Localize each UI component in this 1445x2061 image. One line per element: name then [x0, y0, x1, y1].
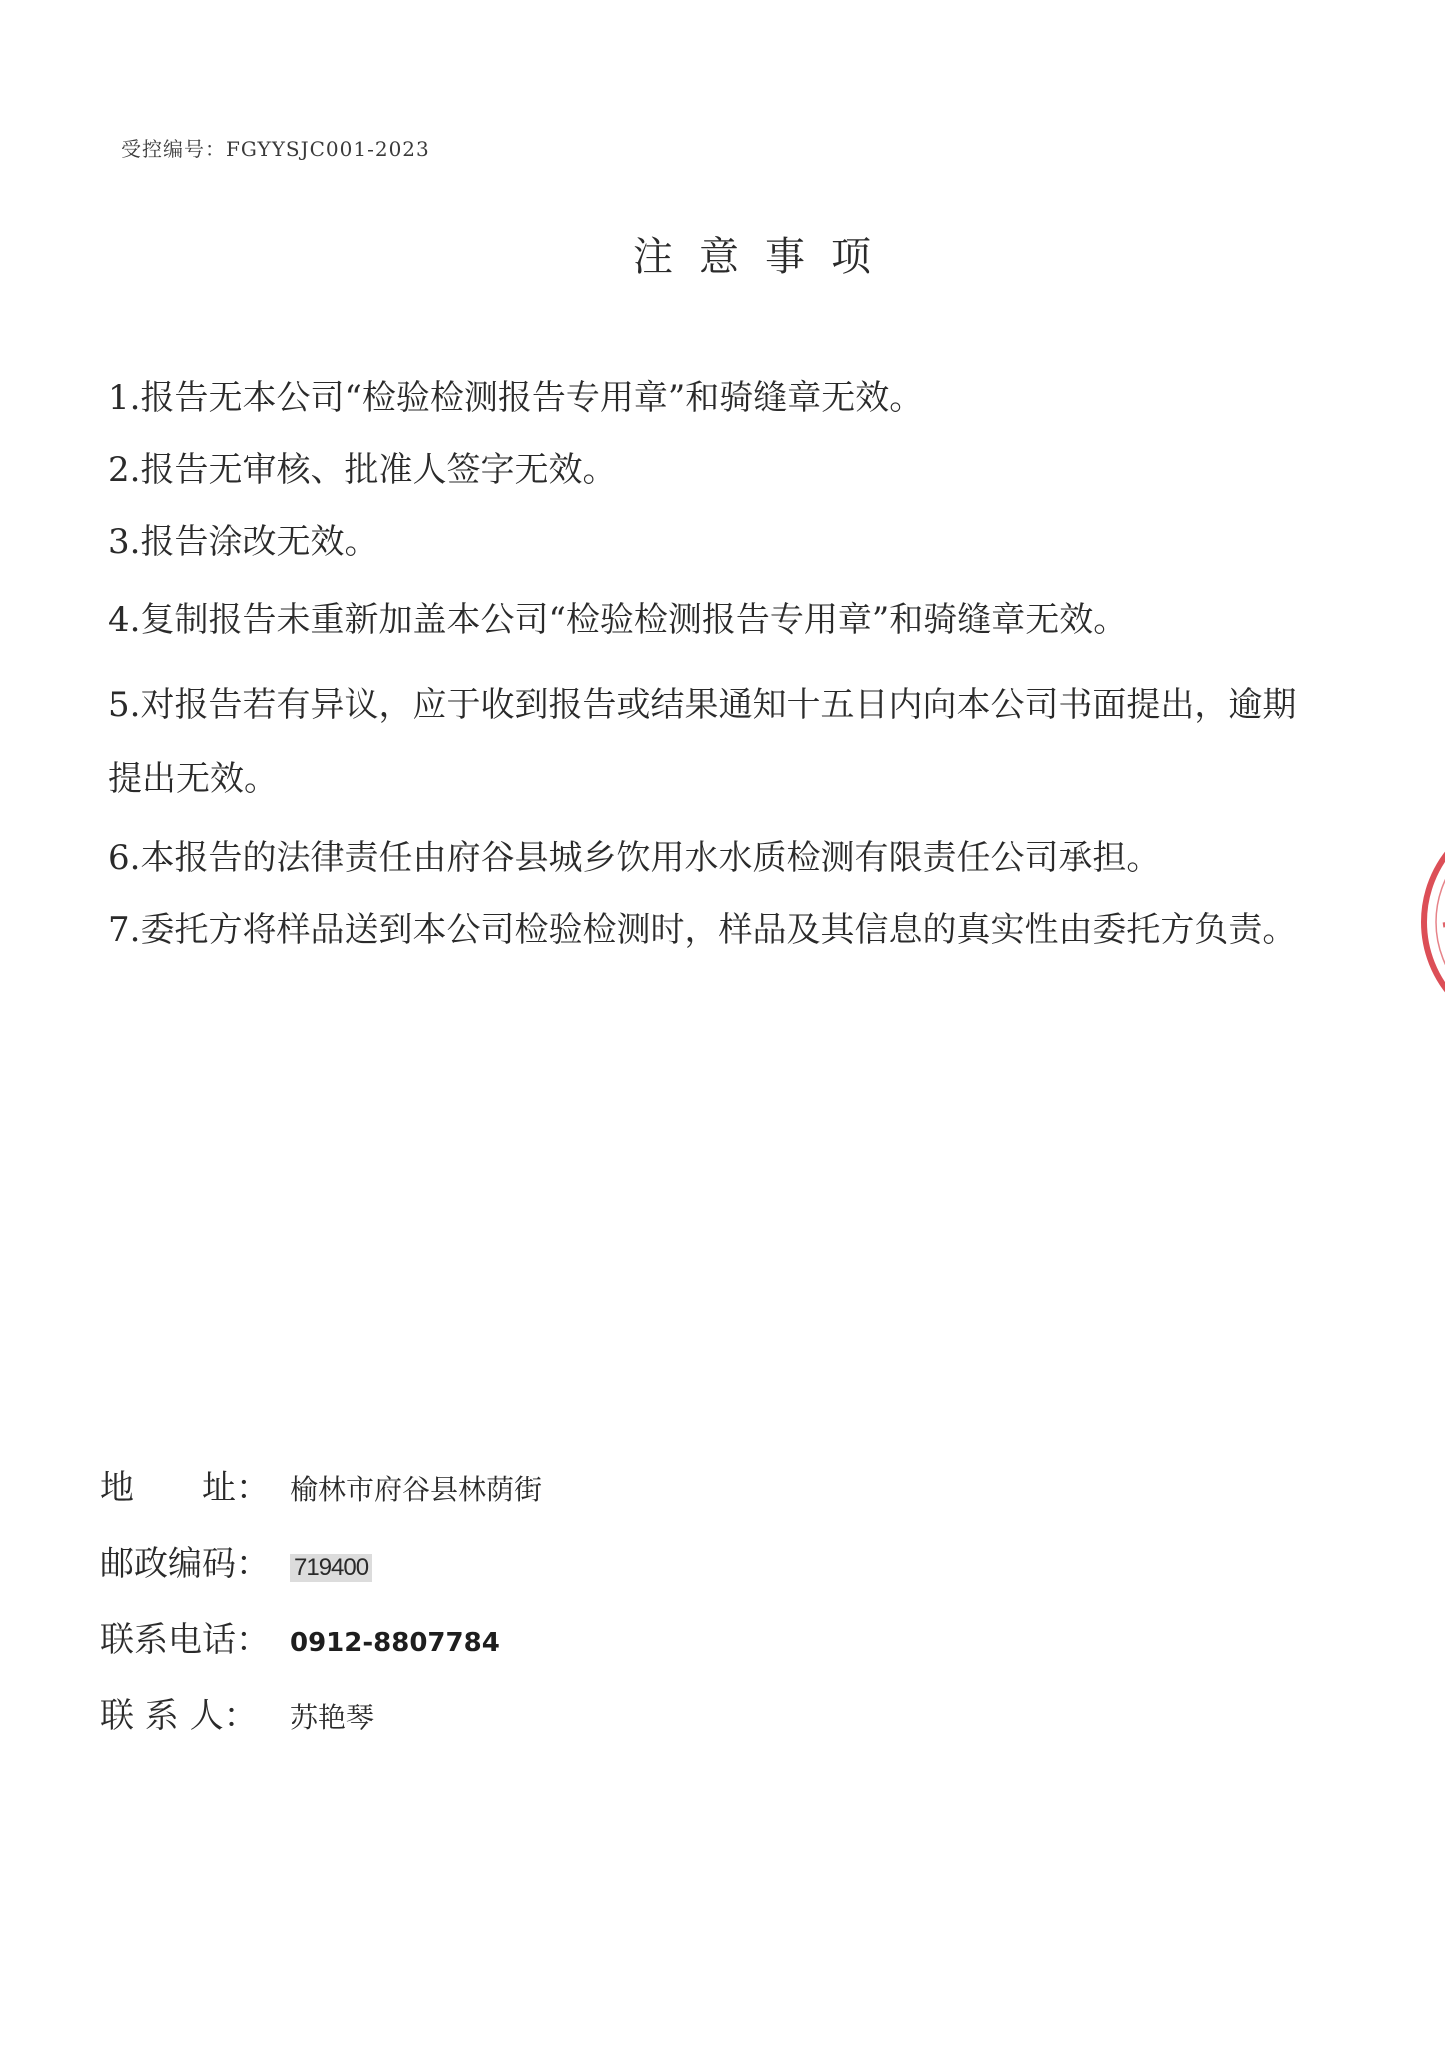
notice-item: 6.本报告的法律责任由府谷县城乡饮用水水质检测有限责任公司承担。	[108, 838, 1161, 878]
postal-label: 邮政编码：	[100, 1544, 270, 1584]
notice-item: 3.报告涂改无效。	[108, 522, 379, 562]
address-label: 地 址：	[100, 1468, 270, 1508]
notice-item: 1.报告无本公司“检验检测报告专用章”和骑缝章无效。	[108, 378, 924, 418]
person-label: 联 系 人：	[100, 1696, 258, 1736]
person-value: 苏艳琴	[290, 1701, 375, 1734]
phone-value: 0912-8807784	[290, 1628, 500, 1658]
address-value: 榆林市府谷县林荫街	[290, 1473, 543, 1506]
contact-block	[100, 1460, 800, 1764]
notice-item: 2.报告无审核、批准人签字无效。	[108, 450, 617, 490]
control-number: 受控编号：FGYYSJC001-2023	[121, 137, 430, 161]
notice-item: 5.对报告若有异议，应于收到报告或结果通知十五日内向本公司书面提出，逾期提出无效。	[108, 685, 1297, 799]
postal-value: 719400	[290, 1554, 372, 1582]
phone-label: 联系电话：	[100, 1620, 270, 1660]
page-title: 注意事项	[633, 234, 897, 280]
phone-row	[100, 1612, 800, 1688]
seal-stamp-icon	[1408, 795, 1445, 1050]
address-row	[100, 1460, 800, 1536]
postal-row	[100, 1536, 800, 1612]
notice-item: 7.委托方将样品送到本公司检验检测时，样品及其信息的真实性由委托方负责。	[108, 910, 1297, 950]
notice-list	[108, 370, 1308, 958]
person-row	[100, 1688, 800, 1764]
notice-item: 4.复制报告未重新加盖本公司“检验检测报告专用章”和骑缝章无效。	[108, 600, 1128, 640]
